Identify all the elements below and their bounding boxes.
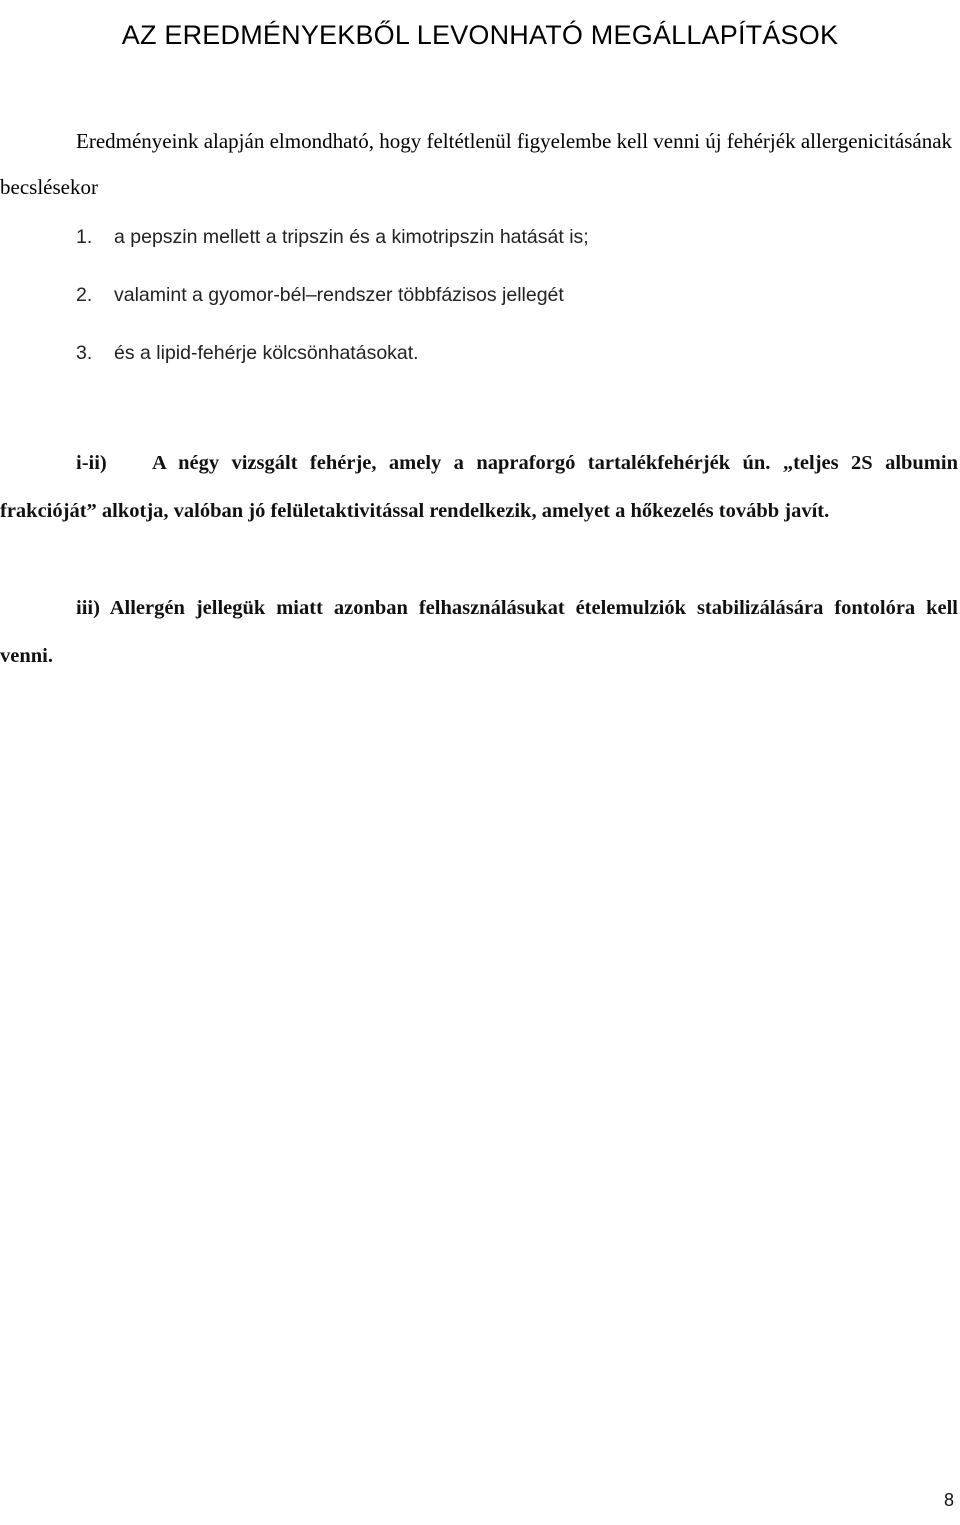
finding-text: Allergén jellegük miatt azonban felhasználásukat ételemulziók stabilizálására fontolóra kell venni. — [0, 597, 958, 667]
page-number: 8 — [943, 1490, 954, 1510]
finding-marker: iii) — [76, 597, 100, 619]
list-item-text: és a lipid-fehérje kölcsönhatásokat. — [114, 342, 419, 364]
intro-text: Eredményeink alapján elmondható, hogy feltétlenül figyelembe kell venni új fehérjék allergenicitásának becslésekor — [0, 129, 953, 199]
numbered-list — [76, 216, 589, 390]
finding-paragraph-iii — [0, 584, 958, 680]
list-number: 1. — [76, 226, 93, 248]
finding-marker: i-ii) — [76, 452, 107, 474]
finding-paragraph-ii — [0, 439, 958, 535]
list-item — [76, 332, 589, 390]
intro-paragraph — [0, 118, 958, 210]
list-item-text: valamint a gyomor-bél–rendszer többfázisos jellegét — [114, 284, 564, 306]
finding-text: A négy vizsgált fehérje, amely a napraforgó tartalékfehérjék ún. „teljes 2S albumin frakcióját” alkotja, valóban jó felületaktivitással rendelkezik, amelyet a hőkezelés tovább javít. — [0, 452, 958, 522]
list-item — [76, 216, 589, 274]
list-number: 3. — [76, 342, 93, 364]
page-title: AZ EREDMÉNYEKBŐL LEVONHATÓ MEGÁLLAPÍTÁSOK — [121, 20, 839, 51]
list-item-text: a pepszin mellett a tripszin és a kimotripszin hatását is; — [114, 226, 589, 248]
list-item — [76, 274, 589, 332]
list-number: 2. — [76, 284, 93, 306]
